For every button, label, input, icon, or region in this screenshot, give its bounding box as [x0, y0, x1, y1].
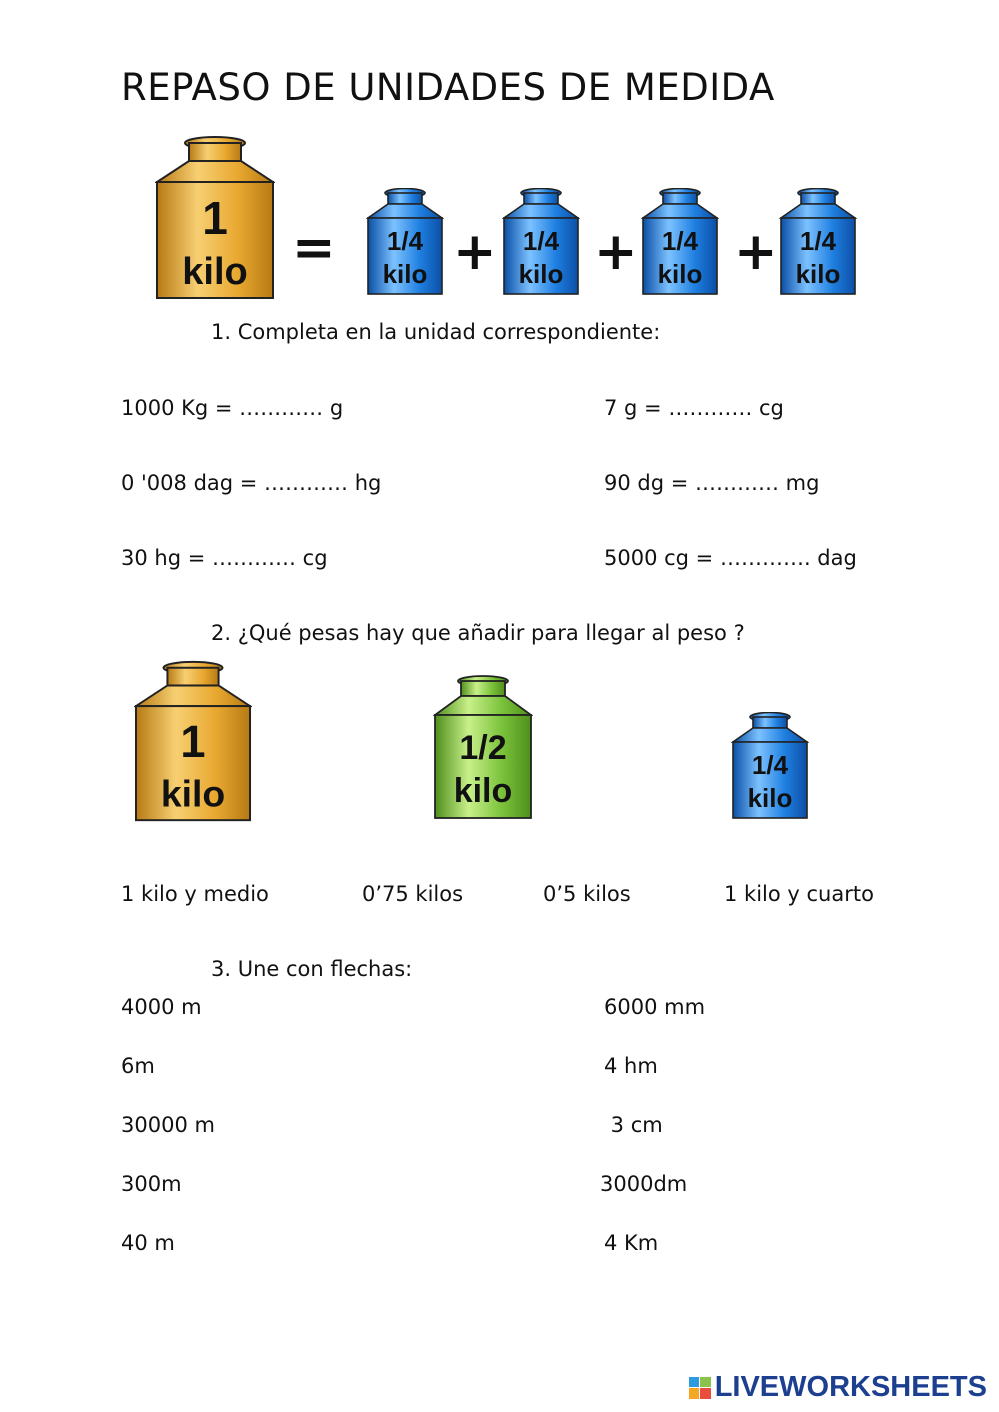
weight-label-line2: kilo — [382, 259, 428, 289]
weight-label-line2: kilo — [795, 259, 841, 289]
section-1-heading: 1. Completa en la unidad correspondiente: — [211, 320, 661, 344]
weight-label-line1: 1 — [180, 716, 206, 768]
plus-sign: + — [453, 222, 497, 282]
match-right-1[interactable]: 6000 mm — [604, 995, 706, 1019]
weight-label-line1: 1/4 — [386, 226, 424, 256]
match-left-3[interactable]: 30000 m — [121, 1113, 215, 1137]
weight-quarter-kilo-1 — [366, 188, 444, 296]
weight-label-line2: kilo — [160, 772, 226, 815]
match-right-4[interactable]: 3000dm — [600, 1172, 688, 1196]
plus-sign: + — [594, 222, 638, 282]
match-right-5[interactable]: 4 Km — [604, 1231, 659, 1255]
exercise-1-left-3: 30 hg = ………… cg — [121, 546, 328, 570]
weight-quarter-kilo-3 — [641, 188, 719, 296]
match-left-2[interactable]: 6m — [121, 1054, 155, 1078]
weight-label-line2: kilo — [657, 259, 703, 289]
exercise-1-right-1: 7 g = ………… cg — [604, 396, 784, 420]
section-3-heading: 3. Une con flechas: — [211, 957, 413, 981]
match-right-2[interactable]: 4 hm — [604, 1054, 658, 1078]
weight-half-kilo-green — [433, 675, 533, 821]
plus-sign: + — [734, 222, 778, 282]
weight-label-line1: 1/2 — [459, 729, 507, 767]
weight-label-line1: 1/4 — [661, 226, 699, 256]
exercise-1-right-3: 5000 cg = …………. dag — [604, 546, 857, 570]
match-left-5[interactable]: 40 m — [121, 1231, 175, 1255]
exercise-1-left-2: 0 '008 dag = ………… hg — [121, 471, 382, 495]
weight-label-line2: kilo — [182, 251, 248, 293]
weight-label-line1: 1/4 — [751, 750, 789, 780]
liveworksheets-logo-icon — [689, 1377, 711, 1399]
weight-label-line2: kilo — [453, 772, 513, 810]
option-4[interactable]: 1 kilo y cuarto — [724, 882, 874, 906]
weight-quarter-kilo-4 — [779, 188, 857, 296]
option-2[interactable]: 0’75 kilos — [362, 882, 464, 906]
weight-quarter-kilo-2 — [502, 188, 580, 296]
weight-label-line2: kilo — [747, 783, 793, 813]
liveworksheets-logo — [689, 1371, 987, 1404]
match-right-3[interactable]: 3 cm — [604, 1113, 663, 1137]
weight-quarter-kilo-blue — [731, 712, 809, 820]
option-3[interactable]: 0’5 kilos — [543, 882, 631, 906]
weight-label-line1: 1/4 — [799, 226, 837, 256]
match-left-1[interactable]: 4000 m — [121, 995, 202, 1019]
exercise-1-left-1: 1000 Kg = ………… g — [121, 396, 344, 420]
weight-1-kilo-gold — [134, 660, 252, 824]
equals-sign: = — [292, 218, 336, 278]
logo-text: LIVEWORKSHEETS — [714, 1371, 987, 1403]
weight-label-line1: 1/4 — [522, 226, 560, 256]
weight-label-line1: 1 — [202, 192, 228, 244]
weight-label-line2: kilo — [518, 259, 564, 289]
section-2-heading: 2. ¿Qué pesas hay que añadir para llegar al peso ? — [211, 621, 745, 645]
page-title: REPASO DE UNIDADES DE MEDIDA — [121, 66, 775, 109]
exercise-1-right-2: 90 dg = ………… mg — [604, 471, 820, 495]
weight-1-kilo-gold — [155, 136, 275, 301]
option-1[interactable]: 1 kilo y medio — [121, 882, 269, 906]
match-left-4[interactable]: 300m — [121, 1172, 182, 1196]
